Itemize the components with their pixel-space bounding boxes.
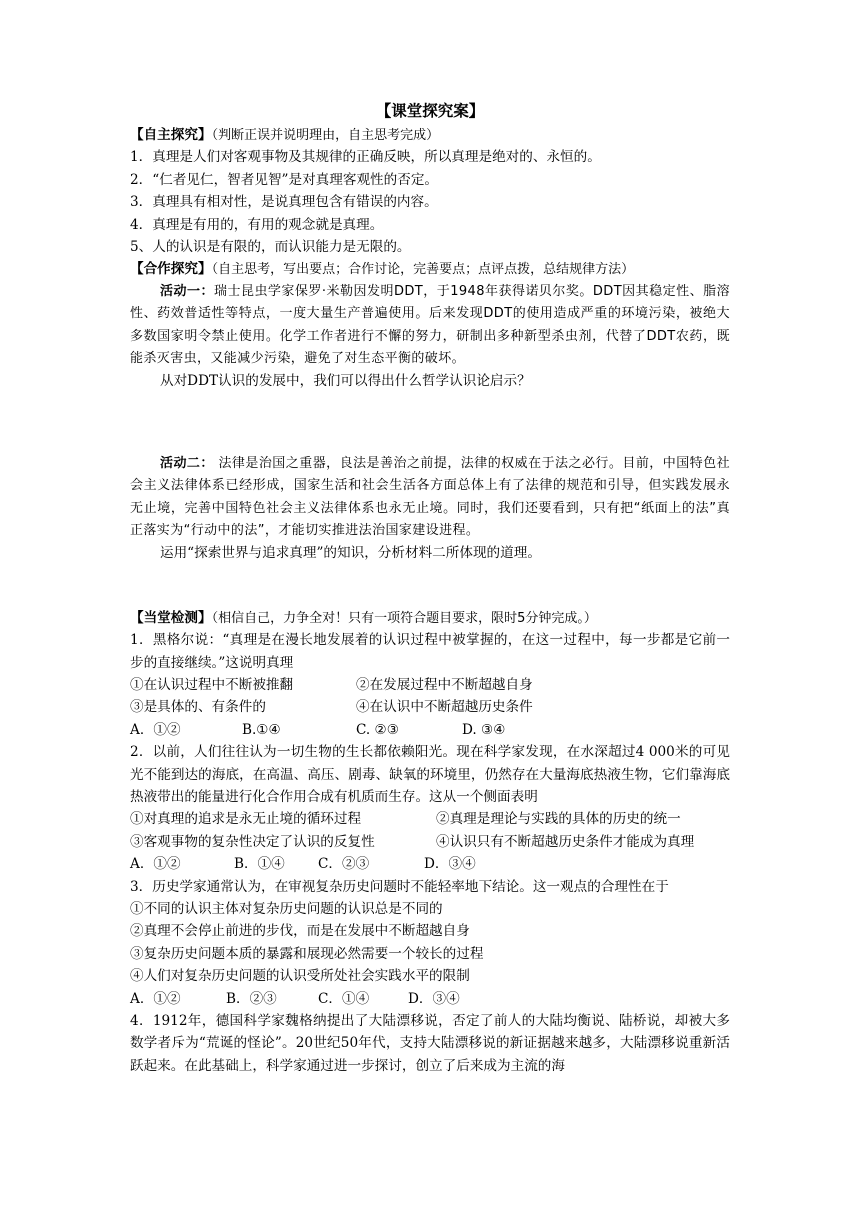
question-1-option-b[interactable]: B.①④ <box>242 721 281 738</box>
answer-space-1 <box>130 393 730 453</box>
activity-2-label: 活动二： <box>160 455 214 471</box>
cooperative-header <box>130 258 730 280</box>
question-2-statements-row-1 <box>130 808 730 830</box>
question-2-stem: 2．以前，人们往往认为一切生物的生长都依赖阳光。现在科学家发现，在水深超过4 000米的可见光不能到达的海底，在高温、高压、剧毒、缺氧的环境里，仍然存在大量海底热液生物，它们靠海底热液带出的能量进行化合作用合成有机质而生存。这从一个侧面表明 <box>130 744 730 805</box>
question-3-option-b[interactable]: B．②③ <box>226 990 277 1007</box>
activity-2-question: 运用“探索世界与追求真理”的知识，分析材料二所体现的道理。 <box>160 545 541 562</box>
question-1-statements-row-1 <box>130 674 730 696</box>
activity-2-paragraph <box>130 453 730 543</box>
activity-1-label: 活动一： <box>160 283 214 299</box>
quiz-heading: 【当堂检测】 <box>130 609 212 626</box>
quiz-header <box>130 607 730 629</box>
self-study-item-1: 1．真理是人们对客观事物及其规律的正确反映，所以真理是绝对的、永恒的。 <box>130 149 601 166</box>
question-3-option-a[interactable]: A．①② <box>130 990 181 1007</box>
question-3-statement-1: ①不同的认识主体对复杂历史问题的认识总是不同的 <box>130 900 443 917</box>
cooperative-heading: 【合作探究】 <box>130 261 212 278</box>
question-3-option-c[interactable]: C．①④ <box>318 990 370 1007</box>
question-1-statement-4: ④在认识中不断超越历史条件 <box>356 699 533 716</box>
quiz-note: （相信自己，力争全对！只有一项符合题目要求，限时5分钟完成。） <box>211 610 597 626</box>
question-1-stem: 1．黑格尔说：“真理是在漫长地发展着的认识过程中被掌握的，在这一过程中，每一步都是它前一步的直接继续。”这说明真理 <box>130 632 730 671</box>
question-2-options <box>130 853 730 875</box>
question-2-statement-4: ④认识只有不断超越历史条件才能成为真理 <box>436 833 695 850</box>
page-title: 【课堂探究案】 <box>375 101 485 120</box>
question-3-statement-4: ④人们对复杂历史问题的认识受所处社会实践水平的限制 <box>130 968 470 985</box>
question-4-stem: 4．1912年，德国科学家魏格纳提出了大陆漂移说，否定了前人的大陆均衡说、陆桥说，却被大多数学者斥为“荒诞的怪论”。20世纪50年代，支持大陆漂移说的新证据越来越多，大陆漂移说重新活跃起来。在此基础上，科学家通过进一步探讨，创立了后来成为主流的海 <box>130 1012 730 1074</box>
question-1-statement-2: ②在发展过程中不断超越自身 <box>356 677 533 693</box>
worksheet-page <box>130 100 730 1077</box>
answer-space-2 <box>130 565 730 607</box>
question-1-option-a[interactable]: A．①② <box>130 721 181 738</box>
question-2-option-c[interactable]: C．②③ <box>318 856 370 873</box>
question-1-statement-3: ③是具体的、有条件的 <box>130 699 266 716</box>
question-2-statements-row-2 <box>130 831 730 853</box>
question-3-statement-2: ②真理不会停止前进的步伐，而是在发展中不断超越自身 <box>130 923 470 940</box>
question-2-option-a[interactable]: A．①② <box>130 856 181 873</box>
question-1-statements-row-2 <box>130 696 730 718</box>
self-study-item-3: 3．真理具有相对性，是说真理包含有错误的内容。 <box>130 194 438 211</box>
question-3-option-d[interactable]: D．③④ <box>408 990 460 1007</box>
activity-2-text: 法律是治国之重器，良法是善治之前提，法律的权威在于法之必行。目前，中国特色社会主义法律体系已经形成，国家生活和社会生活各方面总体上有了法律的规范和引导，但实践发展永无止境，完善中国特色社会主义法律体系也永无止境。同时，我们还要看到，只有把“纸面上的法”真正落实为“行动中的法”，才能切实推进法治国家建设进程。 <box>130 455 730 538</box>
question-3-options <box>130 988 730 1010</box>
question-1-options <box>130 719 730 741</box>
self-study-item-5: 5、人的认识是有限的，而认识能力是无限的。 <box>130 238 411 255</box>
self-study-note: （判断正误并说明理由，自主思考完成） <box>211 128 440 143</box>
self-study-item-4: 4．真理是有用的，有用的观念就是真理。 <box>130 216 384 233</box>
question-3-stem: 3．历史学家通常认为，在审视复杂历史问题时不能轻率地下结论。这一观点的合理性在于 <box>130 878 669 895</box>
question-2-option-d[interactable]: D．③④ <box>424 856 476 873</box>
self-study-heading: 【自主探究】 <box>130 127 212 143</box>
question-1-option-d[interactable]: D. ③④ <box>462 721 506 738</box>
self-study-item-2: 2．“仁者见仁，智者见智”是对真理客观性的否定。 <box>130 171 439 188</box>
question-1-statement-1: ①在认识过程中不断被推翻 <box>130 677 294 693</box>
question-2-statement-2: ②真理是理论与实践的具体的历史的统一 <box>436 811 681 828</box>
self-study-header <box>130 124 730 146</box>
cooperative-note: （自主思考，写出要点；合作讨论，完善要点；点评点拨，总结规律方法） <box>211 262 635 278</box>
question-3-statement-3: ③复杂历史问题本质的暴露和展现必然需要一个较长的过程 <box>130 945 484 962</box>
activity-1-question: 从对DDT认识的发展中，我们可以得出什么哲学认识论启示？ <box>160 373 531 390</box>
question-2-statement-1: ①对真理的追求是永无止境的循环过程 <box>130 811 362 828</box>
question-1-option-c[interactable]: C. ②③ <box>356 721 399 738</box>
activity-1-text: 瑞士昆虫学家保罗·米勒因发明DDT，于1948年获得诺贝尔奖。DDT因其稳定性、脂溶性、药效普适性等特点，一度大量生产普遍使用。后来发现DDT的使用造成严重的环境污染，被绝大多数国家明令禁止使用。化学工作者进行不懈的努力，研制出多种新型杀虫剂，代替了DDT农药，既能杀灭害虫，又能减少污染，避免了对生态平衡的破坏。 <box>130 283 730 366</box>
question-2-option-b[interactable]: B．①④ <box>234 856 285 873</box>
activity-1-paragraph <box>130 281 730 371</box>
question-2-statement-3: ③客观事物的复杂性决定了认识的反复性 <box>130 833 375 850</box>
